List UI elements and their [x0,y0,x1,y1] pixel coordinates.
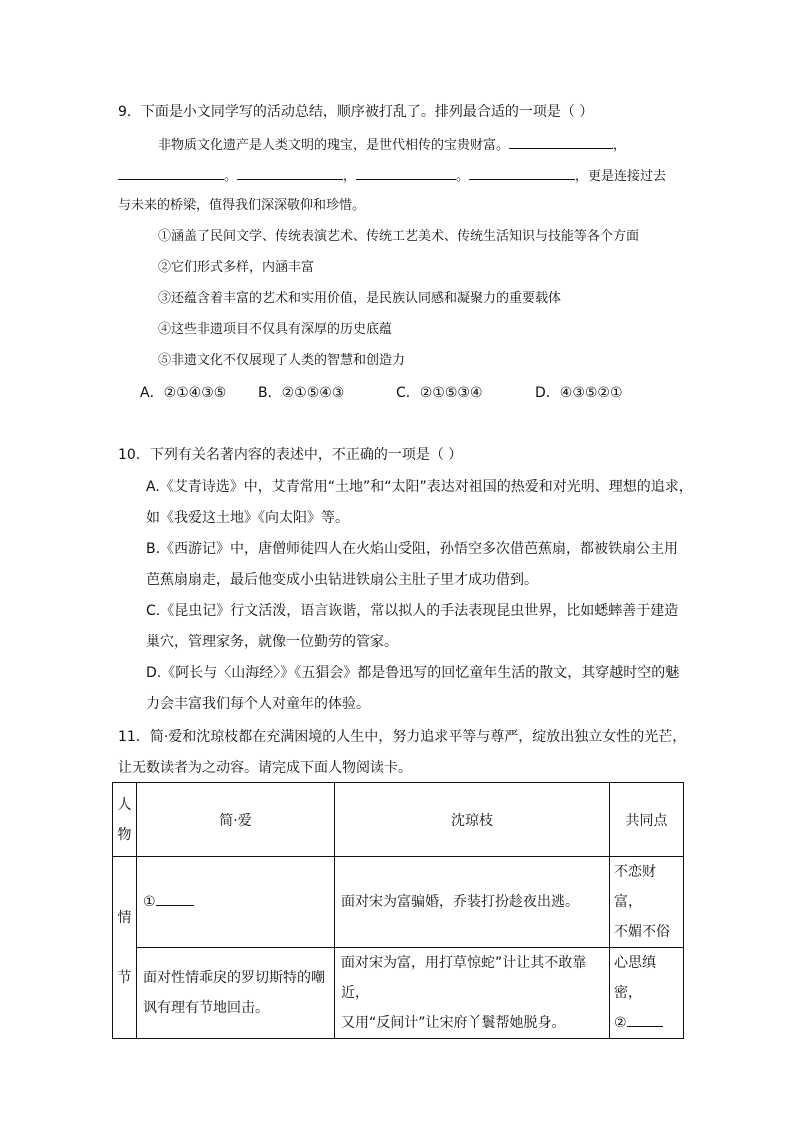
q9-item-1: ①涵盖了民间文学、传统表演艺术、传统工艺美术、传统生活知识与技能等各个方面 [158,229,640,244]
header-common-points: 共同点 [610,783,684,857]
q9-passage-end: ，更是连接过去 [575,169,667,184]
q9-blank-4 [356,165,456,180]
q9-item-3: ③还蕴含着丰富的艺术和实用价值，是民族认同感和凝聚力的重要载体 [158,291,562,306]
q10-stem: 10．下列有关名著内容的表述中，不正确的一项是（ ） [118,447,463,463]
q10-option-b-line1[interactable]: B.《西游记》中，唐僧师徒四人在火焰山受阻，孙悟空多次借芭蕉扇，都被铁扇公主用 [146,541,679,557]
q9-item-4: ④这些非遗项目不仅具有深厚的历史底蕴 [158,322,393,337]
header-shen-qiongzhi: 沈琼枝 [335,783,610,857]
q10-option-a-line1[interactable]: A.《艾青诗选》中，艾青常用“土地”和“太阳”表达对祖国的热爱和对光明、理想的追求， [146,479,693,495]
answer-blank-1[interactable] [156,891,194,906]
q10-option-c-line1[interactable]: C.《昆虫记》行文活泼，语言诙谐，常以拟人的手法表现昆虫世界，比如蟋蟀善于建造 [146,603,679,619]
q9-item-5: ⑤非遗文化不仅展现了人类的智慧和创造力 [158,353,406,368]
q9-option-b[interactable]: B．②①⑤④③ [258,385,345,401]
cell-jane-plot-2: 面对性情乖戾的罗切斯特的嘲 讽有理有节地回击。 [137,948,335,1039]
q9-blank-1 [509,134,613,149]
q9-punct-comma2: ， [343,169,357,184]
cell-common-1: 不恋财富， 不媚不俗 [610,857,684,948]
q9-passage-line2 [118,165,666,187]
q9-punct-dot2: 。 [456,169,470,184]
header-person: 人物 [113,783,137,857]
q9-blank-5 [469,165,575,180]
q10-option-b-line2: 芭蕉扇扇走，最后他变成小虫钻进铁扇公主肚子里才成功借到。 [146,572,538,588]
q9-passage-line3: 与未来的桥梁，值得我们深深敬仰和珍惜。 [118,198,366,213]
q10-option-d-line2: 力会丰富我们每个人对童年的体验。 [146,696,370,712]
q10-option-a-line2: 如《我爱这土地》《向太阳》等。 [146,510,349,526]
character-reading-card [112,782,684,1039]
cell-shen-plot-1: 面对宋为富骗婚，乔装打扮趁夜出逃。 [335,857,610,948]
cell-common-2[interactable]: 心思缜密， ② [610,948,684,1039]
header-jane-eyre: 简·爱 [137,783,335,857]
row-label-plot: 情节 [113,857,137,1039]
q10-option-d-line1[interactable]: D.《阿长与〈山海经〉》《五猖会》都是鲁迅写的回忆童年生活的散文，其穿越时空的魅 [146,665,680,681]
q9-option-a[interactable]: A．②①④③⑤ [140,385,227,401]
q9-blank-2 [118,165,224,180]
q9-passage-line1 [158,134,626,156]
blank-marker-1: ① [143,894,156,910]
q10-option-c-line2: 巢穴，管理家务，就像一位勤劳的管家。 [146,634,398,650]
answer-blank-2[interactable] [627,1012,663,1027]
blank-marker-2: ② [614,1015,627,1031]
q9-punct-comma1: ， [613,138,627,153]
q9-passage-text1: 非物质文化遗产是人类文明的瑰宝，是世代相传的宝贵财富。 [158,138,510,153]
q9-option-d[interactable]: D．④③⑤②① [535,385,623,401]
q9-blank-3 [237,165,343,180]
cell-shen-plot-2: 面对宋为富，用打草惊蛇”计让其不敢靠近， 又用“反间计”让宋府丫鬟帮她脱身。 [335,948,610,1039]
q9-stem: 9．下面是小文同学写的活动总结，顺序被打乱了。排列最合适的一项是（ ） [118,104,594,120]
q9-option-c[interactable]: C．②①⑤③④ [396,385,483,401]
q9-item-2: ②它们形式多样，内涵丰富 [158,260,315,275]
q11-stem-line2: 让无数读者为之动容。请完成下面人物阅读卡。 [118,760,412,776]
cell-jane-plot-1[interactable] [137,857,335,948]
q9-punct-dot1: 。 [224,169,238,184]
q11-stem-line1: 11．简·爱和沈琼枝都在充满困境的人生中，努力追求平等与尊严，绽放出独立女性的光芒， [118,729,687,745]
